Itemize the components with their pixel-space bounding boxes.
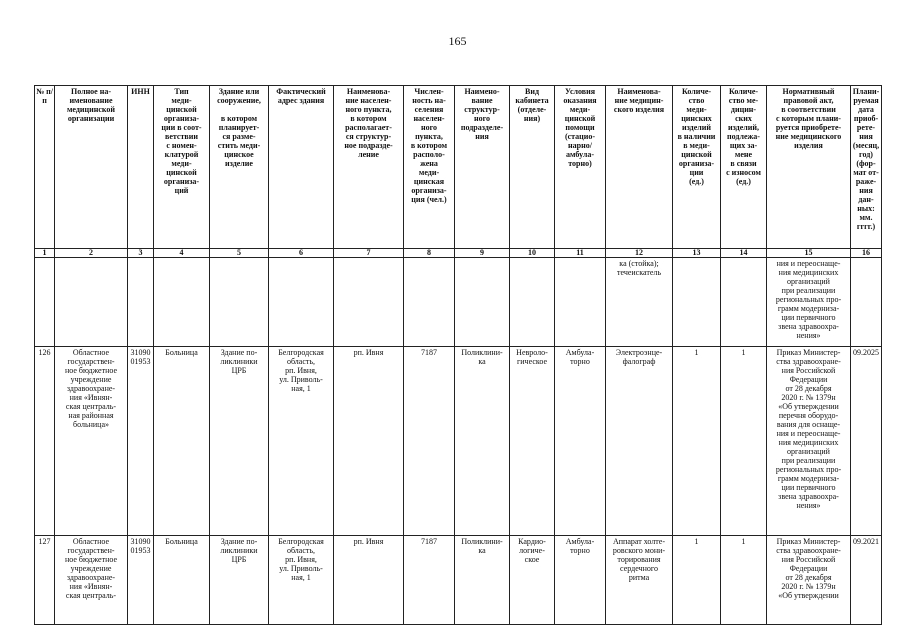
column-number: 13 [673,249,721,258]
table-cell-org-type: Больница [154,536,210,625]
table-cell-division: Поликлини- ка [455,347,510,536]
header-cell: Наименова- ние медицин- ского изделия [606,86,673,249]
table-cell [851,258,882,347]
table-cell-legal-act: Приказ Министер- ства здравоохране- ния Российской Федерации от 28 декабря 2020 г. № 1379н «Об утверждении перечня оборудо- вания для оснаще- ния и переоснаще- ния медицинских организаций при реализации региональных про- грамм модерниза- ции первичного звена здравоохра- нения» [767,347,851,536]
table-cell-count-available: 1 [673,536,721,625]
table-cell-device-name: Аппарат холте- ровского мони- торирования сердечного ритма [606,536,673,625]
table-cell [210,258,269,347]
table-cell-legal-act: Приказ Министер- ства здравоохране- ния Российской Федерации от 28 декабря 2020 г. № 1379н «Об утверждении [767,536,851,625]
table-cell-inn: 31090 01953 [128,536,154,625]
header-cell: Тип меди- цинской организа- ции в соот- ветствии с номен- клатурой меди- цинской организа- ций [154,86,210,249]
table-cell-organization: Областное государствен- ное бюджетное учреждение здравоохране- ния «Ивнян- ская централь- [55,536,128,625]
header-cell: Наименова- ние населен- ного пункта, в котором располагает- ся структур- ное подразде- ление [334,86,404,249]
header-cell: Плани- руемая дата приоб- рете- ния (месяц, год) (фор- мат от- раже- ния дан- ных: мм. гггг.) [851,86,882,249]
column-number: 9 [455,249,510,258]
table-cell-date: 09.2025 [851,347,882,536]
table-cell [128,258,154,347]
table-cell-division: Поликлини- ка [455,536,510,625]
column-number: 12 [606,249,673,258]
header-cell: Числен- ность на- селения населен- ного пункта, в котором располо- жена меди- цинская организа- ция (чел.) [404,86,455,249]
header-cell: Условия оказания меди- цинской помощи (стацио- нарно/ амбула- торно) [555,86,606,249]
column-number: 5 [210,249,269,258]
header-cell: ИНН [128,86,154,249]
table-cell-number: 127 [35,536,55,625]
table-cell-building: Здание по- ликлиники ЦРБ [210,536,269,625]
table-cell [35,258,55,347]
column-number: 6 [269,249,334,258]
table-cell-cabinet: Кардио- логиче- ское [510,536,555,625]
table-cell-count-replace: 1 [721,347,767,536]
header-cell: Количе- ство ме- дицин- ских изделий, подлежа- щих за- мене в связи с износом (ед.) [721,86,767,249]
header-cell: Вид кабинета (отделе- ния) [510,86,555,249]
column-number: 1 [35,249,55,258]
table-cell-conditions: Амбула- торно [555,347,606,536]
header-cell: № п/п [35,86,55,249]
table-cell-address: Белгородская область, рп. Ивня, ул. Приволь- ная, 1 [269,347,334,536]
table-cell [55,258,128,347]
table-cell [154,258,210,347]
header-cell: Полное на- именование медицинской организации [55,86,128,249]
column-number: 14 [721,249,767,258]
table-cell [334,258,404,347]
table-cell-number: 126 [35,347,55,536]
table-cell-locality: рп. Ивня [334,347,404,536]
column-number: 16 [851,249,882,258]
table-row [35,536,882,625]
table-cell-count-replace: 1 [721,536,767,625]
table-cell [721,258,767,347]
table-cell-device-name: ка (стойка); течеискатель [606,258,673,347]
header-cell: Нормативный правовой акт, в соответствии с которым плани- руется приобрете- ние медицинского изделия [767,86,851,249]
column-number: 8 [404,249,455,258]
column-number-row [35,249,882,258]
continuation-row [35,258,882,347]
table-cell-address: Белгородская область, рп. Ивня, ул. Приволь- ная, 1 [269,536,334,625]
column-number: 3 [128,249,154,258]
table-cell-legal-act: ния и переоснаще- ния медицинских организаций при реализации региональных про- грамм модерниза- ции первичного звена здравоохра- нения» [767,258,851,347]
table-cell [510,258,555,347]
table-cell [455,258,510,347]
equipment-table [34,85,882,625]
table-cell-device-name: Электроэнце- фалограф [606,347,673,536]
table-cell-building: Здание по- ликлиники ЦРБ [210,347,269,536]
table-cell-count-available: 1 [673,347,721,536]
table-row [35,347,882,536]
table-cell-org-type: Больница [154,347,210,536]
header-cell: Наимено- вание структур- ного подразделе- ния [455,86,510,249]
table-cell-inn: 31090 01953 [128,347,154,536]
table-cell [555,258,606,347]
table-cell-date: 09.2021 [851,536,882,625]
header-cell: Здание или сооружение, в котором планирует- ся разме- стить меди- цинское изделие [210,86,269,249]
header-row [35,86,882,249]
table-cell [404,258,455,347]
table-cell-locality: рп. Ивня [334,536,404,625]
header-cell: Количе- ство меди- цинских изделий в наличии в меди- цинской организа- ции (ед.) [673,86,721,249]
table-cell-cabinet: Невроло- гическое [510,347,555,536]
table-cell [673,258,721,347]
table-cell-population: 7187 [404,536,455,625]
column-number: 7 [334,249,404,258]
column-number: 2 [55,249,128,258]
header-cell: Фактический адрес здания [269,86,334,249]
column-number: 4 [154,249,210,258]
page-number: 165 [448,34,467,48]
table-cell-conditions: Амбула- торно [555,536,606,625]
table-cell [269,258,334,347]
column-number: 10 [510,249,555,258]
column-number: 11 [555,249,606,258]
table-cell-organization: Областное государствен- ное бюджетное учреждение здравоохране- ния «Ивнян- ская централь- ная районная больница» [55,347,128,536]
column-number: 15 [767,249,851,258]
table-cell-population: 7187 [404,347,455,536]
